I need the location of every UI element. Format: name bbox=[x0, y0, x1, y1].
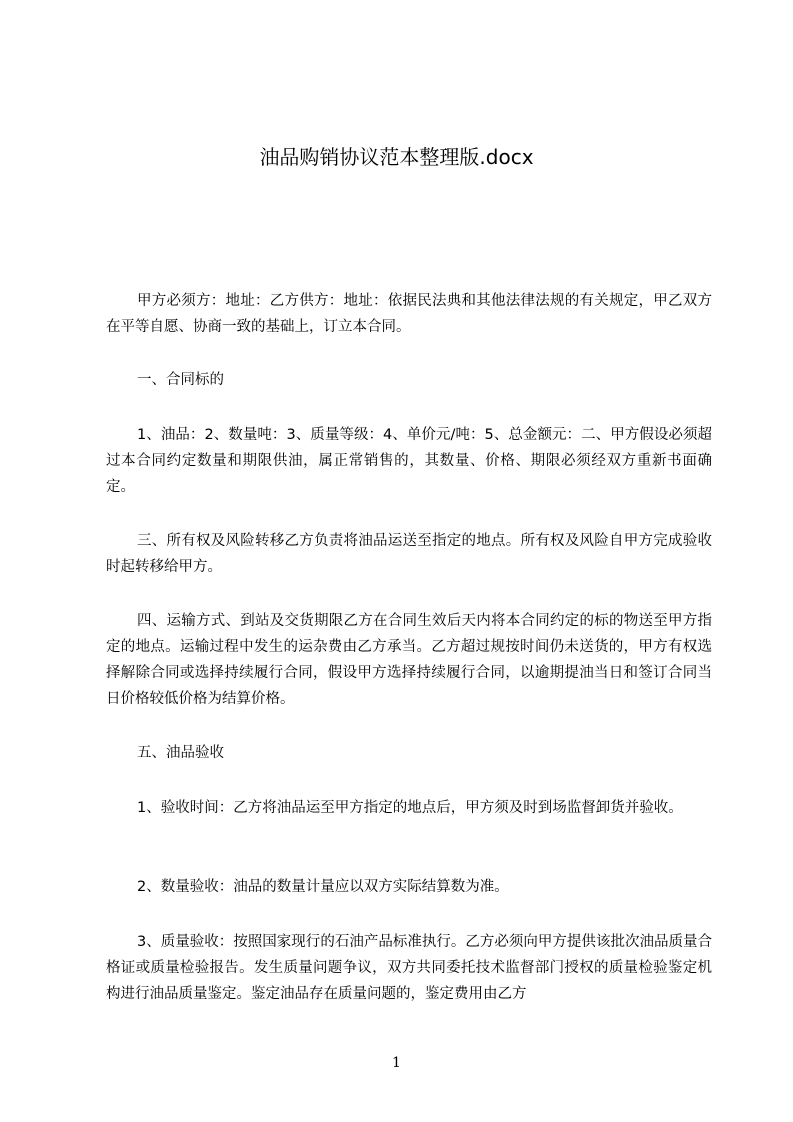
paragraph-quantity-acceptance: 2、数量验收：油品的数量计量应以双方实际结算数为准。 bbox=[137, 879, 509, 895]
paragraph-acceptance-time: 1、验收时间：乙方将油品运至甲方指定的地点后，甲方须及时到场监督卸货并验收。 bbox=[137, 800, 683, 816]
heading-oil-acceptance: 五、油品验收 bbox=[137, 745, 224, 761]
heading-contract-subject: 一、合同标的 bbox=[137, 372, 224, 388]
paragraph-ownership-risk: 三、所有权及风险转移乙方负责将油品运送至指定的地点。所有权及风险自甲方完成验收时起转移给甲方。 bbox=[106, 533, 712, 575]
paragraph-parties: 甲方必须方：地址：乙方供方：地址：依据民法典和其他法律法规的有关规定，甲乙双方在平等自愿、协商一致的基础上，订立本合同。 bbox=[106, 293, 712, 335]
paragraph-transport: 四、运输方式、到站及交货期限乙方在合同生效后天内将本合同约定的标的物送至甲方指定的地点。运输过程中发生的运杂费由乙方承当。乙方超过规按时间仍未送货的，甲方有权选择解除合同或选择持续履行合同，假设甲方选择持续履行合同，以逾期提油当日和签订合同当日价格较低价格为结算价格。 bbox=[106, 613, 712, 707]
page-number: 1 bbox=[392, 1055, 401, 1071]
paragraph-oil-items: 1、油品：2、数量吨：3、质量等级：4、单价元/吨：5、总金额元：二、甲方假设必须超过本合同约定数量和期限供油，属正常销售的，其数量、价格、期限必须经双方重新书面确定。 bbox=[106, 427, 712, 495]
paragraph-quality-acceptance: 3、质量验收：按照国家现行的石油产品标准执行。乙方必须向甲方提供该批次油品质量合格证或质量检验报告。发生质量问题争议，双方共同委托技术监督部门授权的质量检验鉴定机构进行油品质量鉴定。鉴定油品存在质量问题的，鉴定费用由乙方 bbox=[106, 934, 712, 1002]
document-title: 油品购销协议范本整理版.docx bbox=[259, 145, 534, 169]
